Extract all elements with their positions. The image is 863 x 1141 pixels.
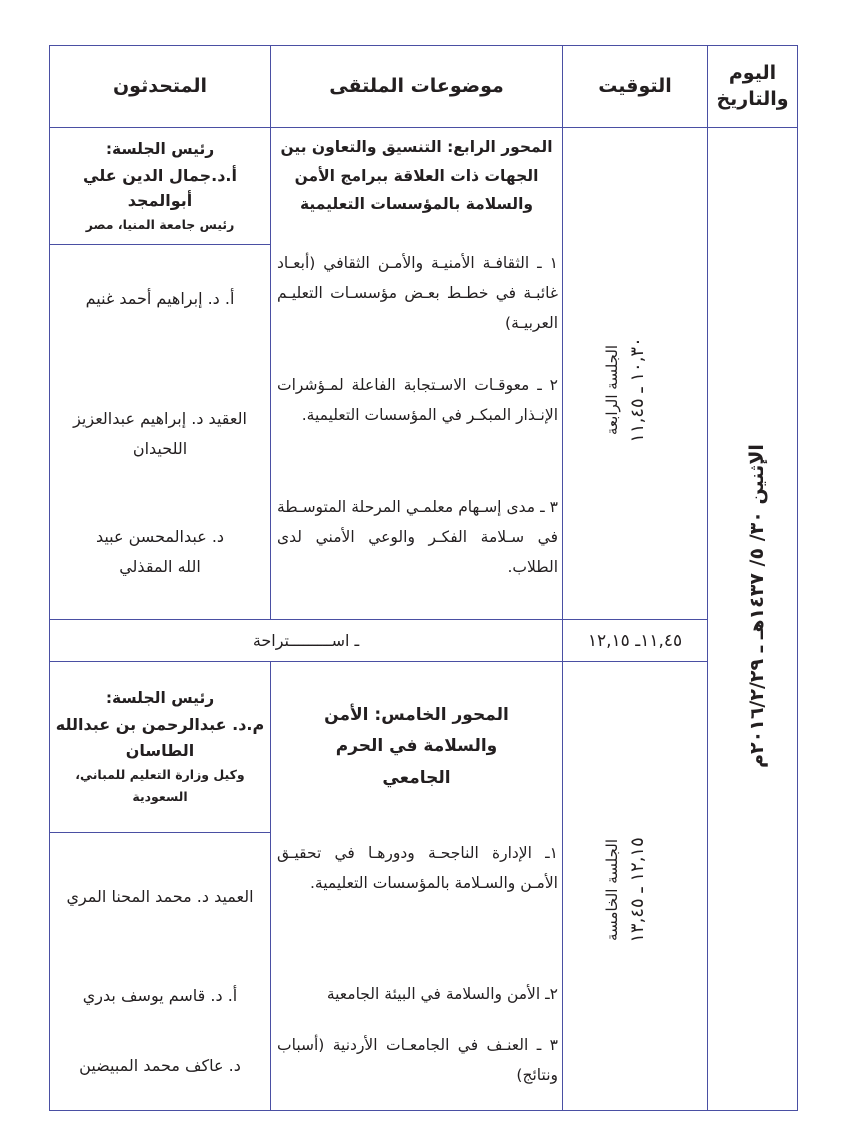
- session4-topic-2: ٢ ـ معوقـات الاسـتجابة الفاعلة لمـؤشرات الإنـذار المبكـر في المؤسسات التعليمية.: [277, 376, 558, 425]
- break-time: ١١,٤٥ـ ١٢,١٥: [587, 630, 683, 651]
- session5-time: ١٢,١٥ ـ ١٣,٤٥: [627, 837, 648, 943]
- session4-speaker-2: العقيد د. إبراهيم عبدالعزيز اللحيدان: [73, 408, 247, 458]
- grid-line: [562, 45, 563, 1111]
- session5-speaker-3: د. عاكف محمد المبيضين: [79, 1055, 241, 1075]
- session4-topic-1: ١ ـ الثقافـة الأمنيـة والأمـن الثقافي (أبعـاد غائبـة في خطـط بعـض مؤسسـات التعليـم العربيـة): [277, 254, 558, 333]
- grid-line: [49, 832, 270, 833]
- session4-timing: [600, 265, 670, 515]
- chair-name: أ.د.جمال الدين علي أبوالمجد: [83, 165, 237, 211]
- session4-topic-3: ٣ ـ مدى إسـهام معلمـي المرحلة المتوسـطة في سـلامة الفكـر والوعي الأمني لدى الطلاب.: [277, 498, 558, 577]
- header-topics: موضوعات الملتقى: [329, 74, 504, 97]
- chair-name: م.د. عبدالرحمن بن عبدالله الطاسان: [55, 715, 265, 761]
- session4-time: ١٠,٣٠ ـ ١١,٤٥: [627, 337, 648, 443]
- session4-chair: [50, 128, 270, 244]
- session5-timing: [600, 775, 670, 1005]
- session5-topic-1: ١ـ الإدارة الناجحـة ودورهـا في تحقيـق الأمـن والسـلامة بالمؤسسات التعليمية.: [277, 844, 558, 893]
- session5-topic-2: ٢ـ الأمن والسلامة في البيئة الجامعية: [326, 985, 558, 1003]
- chair-role: رئيس جامعة المنيا، مصر: [85, 216, 235, 232]
- break-label: ـ اســـــــــتراحة: [252, 631, 360, 650]
- session5-topic-3: ٣ ـ العنـف في الجامعـات الأردنية (أسباب ونتائج): [277, 1036, 558, 1085]
- session4-speaker-3: د. عبدالمحسن عبيد الله المقذلي: [95, 526, 225, 576]
- session4-axis-title: المحور الرابع: التنسيق والتعاون بين الجهات ذات العلاقة ببرامج الأمن والسلامة بالمؤسسات التعليمية: [280, 138, 553, 214]
- session5-chair: [50, 662, 270, 832]
- day-date-value: الإثنين ٣٠/ ٥/ ١٤٣٧هـ ـ ٢٠١٦/٢/٢٩م: [746, 444, 768, 768]
- chair-label: رئيس الجلسة:: [105, 139, 215, 158]
- header-speakers: المتحدثون: [112, 74, 208, 97]
- grid-line: [49, 244, 270, 245]
- header-day-date: اليوم والتاريخ: [716, 61, 789, 110]
- header-timing: التوقيت: [598, 74, 672, 97]
- session4-speaker-1: أ. د. إبراهيم أحمد غنيم: [85, 288, 235, 308]
- session5-axis-title: المحور الخامس: الأمن والسلامة في الحرم الجامعي: [324, 704, 509, 788]
- session5-speaker-2: أ. د. قاسم يوسف بدري: [82, 985, 238, 1005]
- session4-name: الجلسة الرابعة: [603, 344, 621, 436]
- chair-role: وكيل وزارة التعليم للمباني، السعودية: [75, 766, 245, 805]
- session5-name: الجلسة الخامسة: [603, 838, 621, 942]
- chair-label: رئيس الجلسة:: [105, 689, 215, 708]
- session5-speaker-1: العميد د. محمد المحنا المري: [66, 886, 254, 906]
- grid-line: [707, 45, 708, 1111]
